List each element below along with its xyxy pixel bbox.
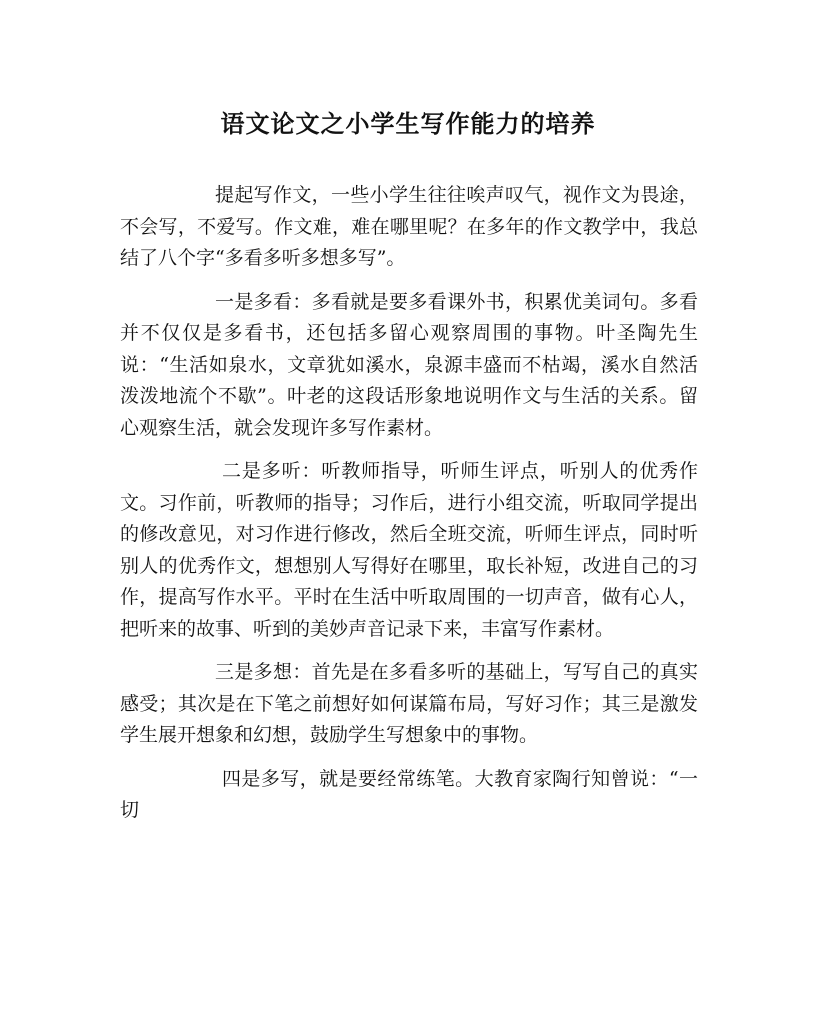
paragraph-write-more: 四是多写，就是要经常练笔。大教育家陶行知曾说：“一切 [120, 767, 698, 821]
paragraph-look-more: 一是多看：多看就是要多看课外书，积累优美词句。多看并不仅仅是多看书，还包括多留心观察周围的事物。叶圣陶先生说：“生活如泉水，文章犹如溪水，泉源丰盛而不枯竭，溪水自然活泼泼地流个不歇”。叶老的这段话形象地说明作文与生活的关系。留心观察生活，就会发现许多写作素材。 [120, 290, 698, 439]
paragraph-think-more: 三是多想：首先是在多看多听的基础上，写写自己的真实感受；其次是在下笔之前想好如何谋篇布局，写好习作；其三是激发学生展开想象和幻想，鼓励学生写想象中的事物。 [120, 661, 698, 746]
document-title: 语文论文之小学生写作能力的培养 [220, 110, 596, 138]
document-body [120, 180, 698, 839]
paragraph-intro: 提起写作文，一些小学生往往唉声叹气，视作文为畏途，不会写，不爱写。作文难，难在哪里呢？在多年的作文教学中，我总结了八个字“多看多听多想多写”。 [120, 184, 698, 269]
paragraph-listen-more: 二是多听：听教师指导，听师生评点，听别人的优秀作文。习作前，听教师的指导；习作后，进行小组交流，听取同学提出的修改意见，对习作进行修改，然后全班交流，听师生评点，同时听别人的优秀作文，想想别人写得好在哪里，取长补短，改进自己的习作，提高写作水平。平时在生活中听取周围的一切声音，做有心人，把听来的故事、听到的美妙声音记录下来，丰富写作素材。 [120, 460, 698, 640]
